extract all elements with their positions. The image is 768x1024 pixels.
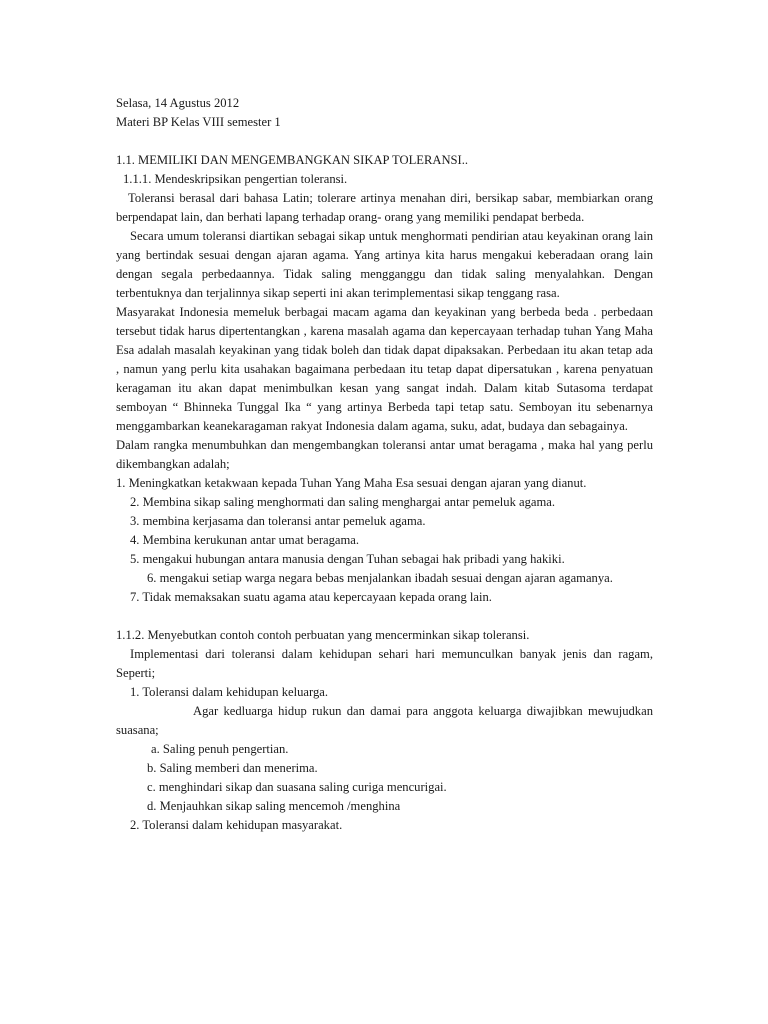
sub-list-item: c. menghindari sikap dan suasana saling curiga mencurigai. xyxy=(147,780,447,794)
list-item: 2. Toleransi dalam kehidupan masyarakat. xyxy=(130,818,343,832)
sub-list-item: b. Saling memberi dan menerima. xyxy=(147,761,318,775)
paragraph: Secara umum toleransi diartikan sebagai sikap untuk menghormati pendirian atau keyakinan orang lain yang bertindak sesuai dengan ajaran agama. Yang artinya kita harus mengakui keberadaan orang lain dengan segala perbedaannya. Tidak saling mengganggu dan tidak saling menyalahkan. Dengan terbentuknya dan terjalinnya sikap seperti ini akan terimplementasi sikap tenggang rasa. xyxy=(116,229,653,300)
paragraph: Dalam rangka menumbuhkan dan mengembangkan toleransi antar umat beragama , maka hal yang perlu dikembangkan adalah; xyxy=(116,438,653,471)
list-item: 4. Membina kerukunan antar umat beragama. xyxy=(130,533,360,547)
paragraph: Toleransi berasal dari bahasa Latin; tolerare artinya menahan diri, bersikap sabar, membiarkan orang berpendapat lain, dan berhati lapang terhadap orang- orang yang memiliki pendapat berbeda. xyxy=(116,191,653,224)
list-item: 5. mengakui hubungan antara manusia dengan Tuhan sebagai hak pribadi yang hakiki. xyxy=(130,552,565,566)
spacer xyxy=(116,607,653,626)
subsection-heading: 1.1.2. Menyebutkan contoh contoh perbuatan yang mencerminkan sikap toleransi. xyxy=(116,628,530,642)
list-item: 2. Membina sikap saling menghormati dan saling menghargai antar pemeluk agama. xyxy=(130,495,556,509)
list-item: 1. Toleransi dalam kehidupan keluarga. xyxy=(130,685,328,699)
list-item: 3. membina kerjasama dan toleransi antar pemeluk agama. xyxy=(130,514,426,528)
sub-list-item: d. Menjauhkan sikap saling mencemoh /menghina xyxy=(147,799,401,813)
paragraph: Masyarakat Indonesia memeluk berbagai macam agama dan keyakinan yang berbeda beda . perbedaan tersebut tidak harus dipertentangkan , karena masalah agama dan kepercayaan terhadap tuhan Yang Maha Esa adalah masalah keyakinan yang tidak boleh dan tidak dapat dipaksakan. Perbedaan itu akan tetap ada , namun yang perlu kita usahakan bagaimana perbedaan itu tetap dapat dipersatukan , karena penyatuan keragaman itu akan dapat menimbulkan kesan yang sangat indah. Dalam kitab Sutasoma terdapat semboyan “ Bhinneka Tunggal Ika “ yang artinya Berbeda tapi tetap satu. Semboyan itu sebenarnya menggambarkan keanekaragaman rakyat Indonesia dalam agama, suku, adat, budaya dan sebagainya. xyxy=(116,305,653,433)
paragraph: Implementasi dari toleransi dalam kehidupan sehari hari memunculkan banyak jenis dan ragam, Seperti; xyxy=(116,647,653,680)
sub-list-item: a. Saling penuh pengertian. xyxy=(151,742,289,756)
subsection-heading: 1.1.1. Mendeskripsikan pengertian toleransi. xyxy=(123,172,348,186)
list-item: 1. Meningkatkan ketakwaan kepada Tuhan Yang Maha Esa sesuai dengan ajaran yang dianut. xyxy=(116,476,587,490)
section-heading: 1.1. MEMILIKI DAN MENGEMBANGKAN SIKAP TOLERANSI.. xyxy=(116,153,469,167)
document-body xyxy=(116,94,653,835)
list-item: 6. mengakui setiap warga negara bebas menjalankan ibadah sesuai dengan ajaran agamanya. xyxy=(147,571,613,585)
spacer xyxy=(116,132,653,151)
paragraph: Agar kedluarga hidup rukun dan damai para anggota keluarga diwajibkan mewujudkan suasana; xyxy=(116,704,653,737)
date-line: Selasa, 14 Agustus 2012 xyxy=(116,96,240,110)
subject-line: Materi BP Kelas VIII semester 1 xyxy=(116,115,281,129)
list-item: 7. Tidak memaksakan suatu agama atau kepercayaan kepada orang lain. xyxy=(130,590,492,604)
